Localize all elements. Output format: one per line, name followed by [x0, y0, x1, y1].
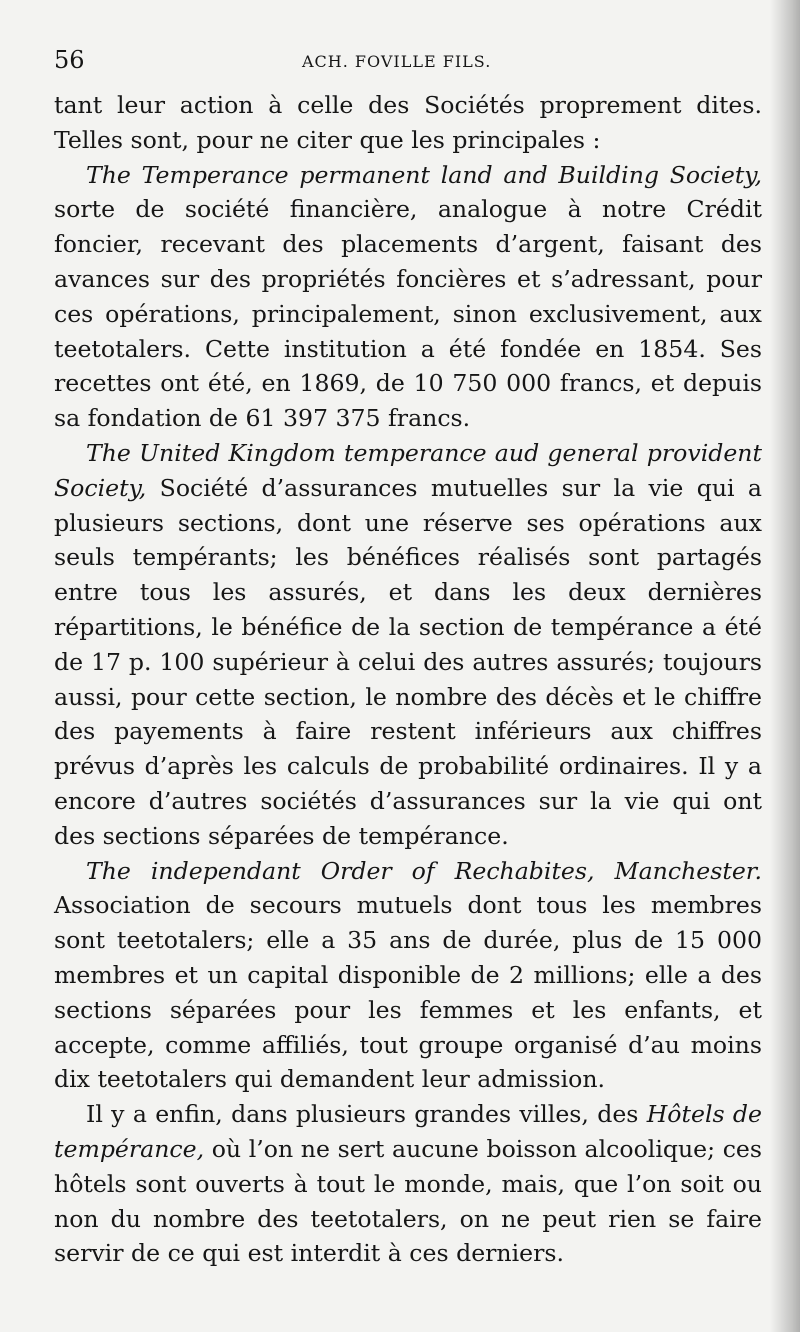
body-text [54, 88, 762, 1271]
paragraph-hotels [54, 1097, 762, 1271]
page-number: 56 [54, 46, 85, 74]
running-head: ACH. FOVILLE FILS. [302, 52, 492, 71]
paragraph-text: Société d’assurances mutuelles sur la vie qui a plusieurs sections, dont une réserve ses opérations aux seuls tempérants; les bénéfices réalisés sont partagés entre tous les assurés, et dans les deux dernières répartitions, le bénéfice de la section de tempérance a été de 17 p. 100 supérieur à celui des autres assurés; toujours aussi, pour cette section, le nombre des décès et le chiffre des payements à faire restent inférieurs aux chiffres prévus d’après les calculs de probabilité ordinaires. Il y a encore d’autres sociétés d’assurances sur la vie qui ont des sections séparées de tempérance. [54, 473, 762, 850]
paragraph-intro [54, 88, 762, 158]
paragraph-provident-society [54, 436, 762, 854]
society-title: The Temperance permanent land and Building Society, [86, 160, 762, 189]
paragraph-text: Association de secours mutuels dont tous les membres sont teetotalers; elle a 35 ans de durée, plus de 15 000 membres et un capital disponible de 2 millions; elle a des sections séparées pour les femmes et les enfants, et accepte, comme affiliés, tout groupe organisé d’au moins dix teetotalers qui demandent leur admission. [54, 891, 762, 1094]
paragraph-intro-text: tant leur action à celle des Sociétés proprement dites. Telles sont, pour ne citer que les principales : [54, 91, 762, 154]
paragraph-rechabites [54, 854, 762, 1098]
society-title: The independant Order of Rechabites, Manchester. [86, 856, 762, 885]
paragraph-text: Il y a enfin, dans plusieurs grandes villes, des [86, 1100, 647, 1129]
page-edge-shadow [770, 0, 800, 1332]
hotels-emphasis: Hôtels de tempérance, [54, 1100, 762, 1163]
paragraph-building-society [54, 158, 762, 436]
page-header [54, 44, 754, 78]
paragraph-text: où l’on ne sert aucune boisson alcoolique; ces hôtels sont ouverts à tout le monde, mais, que l’on soit ou non du nombre des teetotalers, on ne peut rien se faire servir de ce qui est interdit à ces derniers. [54, 1134, 762, 1268]
paragraph-text: sorte de société financière, analogue à notre Crédit foncier, recevant des placements d’argent, faisant des avances sur des propriétés foncières et s’adressant, pour ces opérations, principalement, sinon exclusivement, aux teetotalers. Cette institution a été fondée en 1854. Ses recettes ont été, en 1869, de 10 750 000 francs, et depuis sa fondation de 61 397 375 francs. [54, 195, 762, 433]
society-title: The United Kingdom temperance aud general provident Society, [54, 438, 762, 502]
